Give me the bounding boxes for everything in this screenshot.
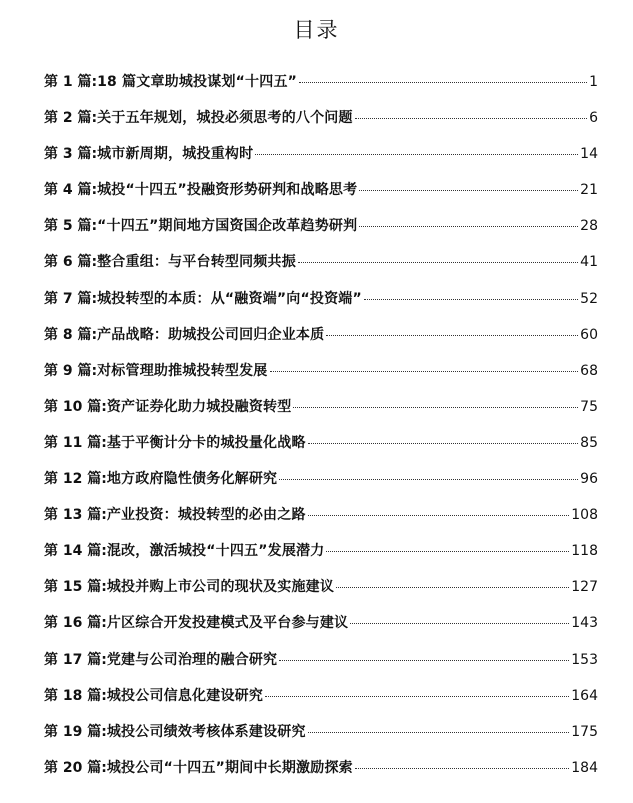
toc-entry-title: 基于平衡计分卡的城投量化战略 (106, 434, 306, 451)
toc-entry[interactable] (44, 569, 598, 605)
toc-page-number: 184 (571, 759, 598, 776)
toc-entry[interactable] (44, 750, 598, 786)
toc-entry-title: 片区综合开发投建模式及平台参与建议 (106, 615, 349, 632)
toc-entry-title: 混改，激活城投“十四五”发展潜力 (106, 543, 325, 560)
toc-entry-title: 城投公司“十四五”期间中长期激励探索 (106, 759, 353, 776)
toc-chapter-number: 第 12 篇: (44, 471, 107, 488)
toc-dot-leader (350, 623, 569, 624)
toc-entry[interactable] (44, 136, 598, 172)
toc-chapter-number: 第 6 篇: (44, 254, 98, 271)
toc-page-number: 127 (571, 579, 598, 596)
toc-dot-leader (308, 443, 579, 444)
toc-entry-title: 18 篇文章助城投谋划“十四五” (97, 74, 298, 90)
toc-page-number: 6 (589, 110, 598, 127)
toc-dot-leader (336, 587, 569, 588)
toc-dot-leader (299, 82, 587, 83)
toc-chapter-number: 第 5 篇: (44, 218, 98, 235)
toc-dot-leader (308, 515, 570, 516)
toc-chapter-number: 第 13 篇: (44, 507, 107, 524)
toc-entry[interactable] (44, 642, 598, 678)
toc-page-number: 175 (571, 723, 598, 740)
toc-page-number: 96 (580, 471, 598, 488)
toc-dot-leader (255, 154, 578, 155)
toc-chapter-number: 第 1 篇: (44, 74, 98, 90)
toc-entry-title: 产业投资：城投转型的必由之路 (106, 507, 306, 524)
toc-entry-title: 党建与公司治理的融合研究 (106, 651, 278, 668)
toc-entry[interactable] (44, 714, 598, 750)
toc-page-number: 143 (571, 615, 598, 632)
toc-entry[interactable] (44, 64, 598, 100)
toc-chapter-number: 第 4 篇: (44, 182, 98, 199)
toc-entry-title: 城投公司信息化建设研究 (106, 687, 264, 704)
toc-chapter-number: 第 19 篇: (44, 723, 107, 740)
toc-chapter-number: 第 3 篇: (44, 146, 98, 163)
toc-entry[interactable] (44, 317, 598, 353)
toc-chapter-number: 第 15 篇: (44, 579, 107, 596)
toc-page-number: 153 (571, 651, 598, 668)
toc-chapter-number: 第 16 篇: (44, 615, 107, 632)
toc-entry[interactable] (44, 353, 598, 389)
toc-chapter-number: 第 17 篇: (44, 651, 107, 668)
toc-page-number: 60 (580, 326, 598, 343)
toc-entry[interactable] (44, 425, 598, 461)
toc-page-number: 52 (580, 290, 598, 307)
toc-page-number: 75 (580, 398, 598, 415)
toc-dot-leader (279, 660, 569, 661)
toc-entry[interactable] (44, 605, 598, 641)
toc-chapter-number: 第 14 篇: (44, 543, 107, 560)
toc-entry[interactable] (44, 497, 598, 533)
toc-chapter-number: 第 20 篇: (44, 759, 107, 776)
toc-chapter-number: 第 9 篇: (44, 362, 98, 379)
toc-entry-title: 城投并购上市公司的现状及实施建议 (106, 579, 335, 596)
toc-chapter-number: 第 2 篇: (44, 110, 98, 127)
toc-dot-leader (308, 732, 570, 733)
toc-entry[interactable] (44, 281, 598, 317)
toc-entry-title: 对标管理助推城投转型发展 (97, 362, 268, 379)
toc-dot-leader (355, 768, 569, 769)
toc-entry-title: 地方政府隐性债务化解研究 (106, 471, 278, 488)
toc-entry-title: 城市新周期，城投重构时 (97, 146, 254, 163)
toc-page-number: 21 (580, 182, 598, 199)
toc-dot-leader (359, 226, 578, 227)
toc-entry[interactable] (44, 244, 598, 280)
toc-dot-leader (279, 479, 578, 480)
toc-chapter-number: 第 11 篇: (44, 434, 107, 451)
toc-entry-title: 城投公司绩效考核体系建设研究 (106, 723, 306, 740)
toc-dot-leader (359, 190, 578, 191)
toc-page-number: 164 (571, 687, 598, 704)
toc-entry-title: 资产证券化助力城投融资转型 (106, 398, 292, 415)
toc-page-number: 118 (571, 543, 598, 560)
toc-entry-title: 产品战略：助城投公司回归企业本质 (97, 326, 325, 343)
toc-entry-title: 整合重组：与平台转型同频共振 (97, 254, 296, 271)
toc-entry-title: 关于五年规划，城投必须思考的八个问题 (97, 110, 353, 127)
toc-entry[interactable] (44, 678, 598, 714)
toc-chapter-number: 第 10 篇: (44, 398, 107, 415)
toc-entry[interactable] (44, 533, 598, 569)
toc-title: 目录 (293, 18, 340, 42)
toc-dot-leader (355, 118, 587, 119)
toc-dot-leader (298, 262, 578, 263)
toc-chapter-number: 第 8 篇: (44, 326, 98, 343)
toc-chapter-number: 第 18 篇: (44, 687, 107, 704)
toc-page-number: 14 (580, 146, 598, 163)
toc-entry-title: 城投“十四五”投融资形势研判和战略思考 (97, 182, 358, 199)
toc-page-number: 108 (571, 507, 598, 524)
toc-entry[interactable] (44, 461, 598, 497)
toc-page-number: 85 (580, 434, 598, 451)
toc-dot-leader (293, 407, 578, 408)
toc-dot-leader (270, 371, 579, 372)
toc-dot-leader (265, 696, 569, 697)
toc-page-number: 41 (580, 254, 598, 271)
toc-list (44, 64, 598, 786)
toc-dot-leader (326, 551, 569, 552)
toc-dot-leader (364, 299, 578, 300)
toc-chapter-number: 第 7 篇: (44, 290, 98, 307)
toc-page-number: 28 (580, 218, 598, 235)
toc-entry-title: “十四五”期间地方国资国企改革趋势研判 (97, 218, 358, 235)
toc-entry-title: 城投转型的本质：从“融资端”向“投资端” (97, 290, 362, 307)
toc-entry[interactable] (44, 389, 598, 425)
toc-dot-leader (326, 335, 578, 336)
toc-page-number: 1 (589, 74, 598, 90)
toc-entry[interactable] (44, 208, 598, 244)
toc-entry[interactable] (44, 100, 598, 136)
toc-entry[interactable] (44, 172, 598, 208)
toc-page-number: 68 (580, 362, 598, 379)
